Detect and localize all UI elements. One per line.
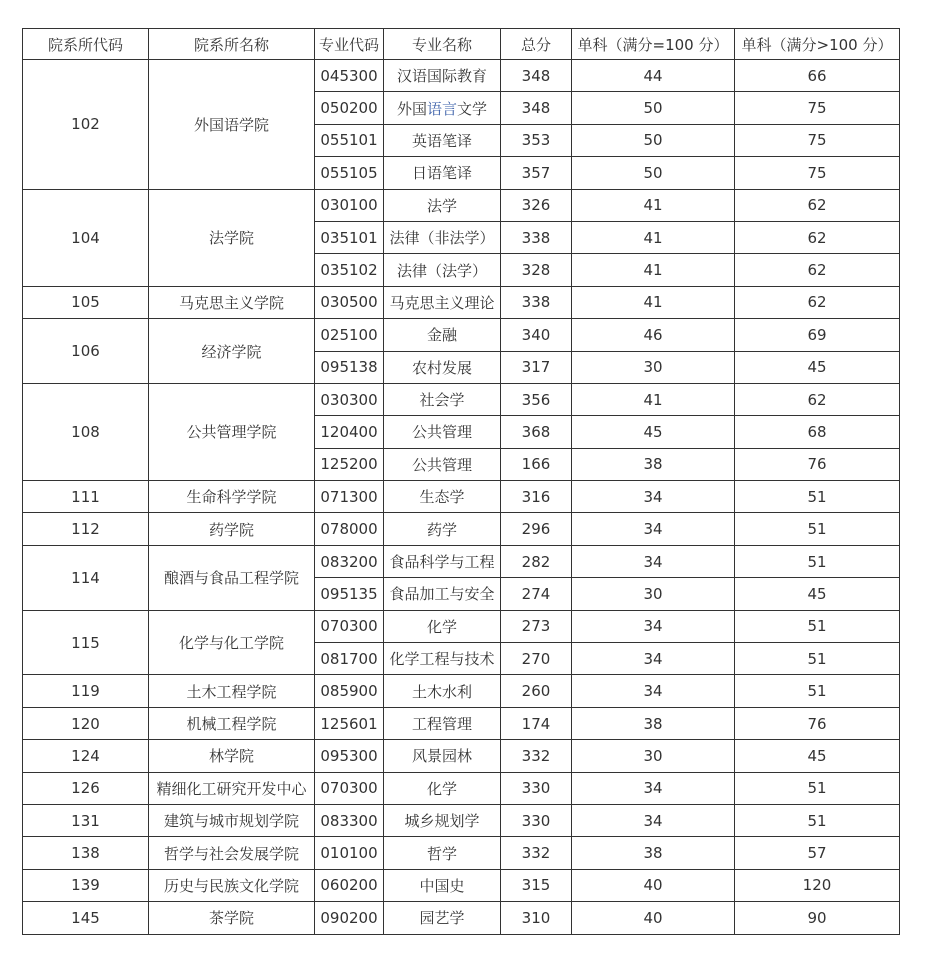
dept-code-cell: 139 bbox=[23, 869, 149, 901]
dept-name-cell: 公共管理学院 bbox=[149, 383, 315, 480]
single-gt100-cell: 51 bbox=[735, 675, 900, 707]
dept-code-cell: 112 bbox=[23, 513, 149, 545]
single-100-cell: 38 bbox=[572, 837, 735, 869]
dept-name-cell: 马克思主义学院 bbox=[149, 286, 315, 318]
total-score-cell: 260 bbox=[501, 675, 572, 707]
major-name-suffix: 文学 bbox=[457, 99, 488, 118]
total-score-cell: 270 bbox=[501, 643, 572, 675]
single-gt100-cell: 51 bbox=[735, 513, 900, 545]
single-gt100-cell: 45 bbox=[735, 578, 900, 610]
table-row bbox=[23, 383, 900, 415]
total-score-cell: 174 bbox=[501, 707, 572, 739]
total-score-cell: 338 bbox=[501, 286, 572, 318]
major-name-cell: 化学 bbox=[384, 610, 501, 642]
total-score-cell: 296 bbox=[501, 513, 572, 545]
single-gt100-cell: 75 bbox=[735, 157, 900, 189]
single-gt100-cell: 62 bbox=[735, 254, 900, 286]
major-name-cell: 公共管理 bbox=[384, 416, 501, 448]
major-name-prefix: 外国 bbox=[396, 99, 427, 118]
major-code-cell: 035102 bbox=[315, 254, 384, 286]
single-gt100-cell: 75 bbox=[735, 92, 900, 124]
major-code-cell: 030500 bbox=[315, 286, 384, 318]
dept-name-cell: 哲学与社会发展学院 bbox=[149, 837, 315, 869]
major-code-cell: 035101 bbox=[315, 221, 384, 253]
single-100-cell: 34 bbox=[572, 804, 735, 836]
single-100-cell: 50 bbox=[572, 124, 735, 156]
single-gt100-cell: 51 bbox=[735, 772, 900, 804]
total-score-cell: 340 bbox=[501, 319, 572, 351]
dept-name-cell: 生命科学学院 bbox=[149, 481, 315, 513]
major-name-cell: 风景园林 bbox=[384, 740, 501, 772]
major-code-cell: 085900 bbox=[315, 675, 384, 707]
dept-code-cell: 102 bbox=[23, 60, 149, 190]
single-100-cell: 41 bbox=[572, 286, 735, 318]
dept-name-cell: 化学与化工学院 bbox=[149, 610, 315, 675]
dept-name-cell: 建筑与城市规划学院 bbox=[149, 804, 315, 836]
dept-name-cell: 机械工程学院 bbox=[149, 707, 315, 739]
single-100-cell: 34 bbox=[572, 675, 735, 707]
header-dept-name: 院系所名称 bbox=[149, 29, 315, 60]
total-score-cell: 328 bbox=[501, 254, 572, 286]
major-code-cell: 060200 bbox=[315, 869, 384, 901]
major-name-cell: 法律（非法学） bbox=[384, 221, 501, 253]
total-score-cell: 348 bbox=[501, 60, 572, 92]
header-single-100: 单科（满分=100 分） bbox=[572, 29, 735, 60]
single-gt100-cell: 62 bbox=[735, 221, 900, 253]
score-table-container bbox=[22, 28, 900, 935]
table-row bbox=[23, 513, 900, 545]
major-code-cell: 070300 bbox=[315, 772, 384, 804]
single-gt100-cell: 120 bbox=[735, 869, 900, 901]
single-100-cell: 44 bbox=[572, 60, 735, 92]
dept-code-cell: 105 bbox=[23, 286, 149, 318]
single-gt100-cell: 45 bbox=[735, 740, 900, 772]
single-100-cell: 34 bbox=[572, 513, 735, 545]
single-gt100-cell: 75 bbox=[735, 124, 900, 156]
major-code-cell: 081700 bbox=[315, 643, 384, 675]
dept-code-cell: 124 bbox=[23, 740, 149, 772]
dept-code-cell: 145 bbox=[23, 902, 149, 934]
single-100-cell: 30 bbox=[572, 351, 735, 383]
major-code-cell: 030100 bbox=[315, 189, 384, 221]
single-gt100-cell: 51 bbox=[735, 481, 900, 513]
header-major-code: 专业代码 bbox=[315, 29, 384, 60]
single-gt100-cell: 51 bbox=[735, 545, 900, 577]
total-score-cell: 326 bbox=[501, 189, 572, 221]
major-code-cell: 083300 bbox=[315, 804, 384, 836]
major-code-cell: 090200 bbox=[315, 902, 384, 934]
dept-code-cell: 131 bbox=[23, 804, 149, 836]
single-100-cell: 41 bbox=[572, 383, 735, 415]
major-code-cell: 070300 bbox=[315, 610, 384, 642]
major-code-cell: 071300 bbox=[315, 481, 384, 513]
single-gt100-cell: 51 bbox=[735, 804, 900, 836]
major-code-cell: 120400 bbox=[315, 416, 384, 448]
major-name-cell: 公共管理 bbox=[384, 448, 501, 480]
table-row bbox=[23, 189, 900, 221]
single-100-cell: 41 bbox=[572, 254, 735, 286]
total-score-cell: 330 bbox=[501, 804, 572, 836]
single-gt100-cell: 68 bbox=[735, 416, 900, 448]
table-row bbox=[23, 319, 900, 351]
table-row bbox=[23, 286, 900, 318]
dept-name-cell: 林学院 bbox=[149, 740, 315, 772]
single-gt100-cell: 62 bbox=[735, 286, 900, 318]
dept-code-cell: 120 bbox=[23, 707, 149, 739]
table-row bbox=[23, 902, 900, 934]
major-name-cell: 金融 bbox=[384, 319, 501, 351]
dept-name-cell: 经济学院 bbox=[149, 319, 315, 384]
header-major-name: 专业名称 bbox=[384, 29, 501, 60]
single-100-cell: 30 bbox=[572, 578, 735, 610]
major-name-cell bbox=[384, 92, 501, 124]
total-score-cell: 357 bbox=[501, 157, 572, 189]
major-code-cell: 078000 bbox=[315, 513, 384, 545]
single-gt100-cell: 90 bbox=[735, 902, 900, 934]
major-name-cell: 化学 bbox=[384, 772, 501, 804]
major-code-cell: 125601 bbox=[315, 707, 384, 739]
single-gt100-cell: 76 bbox=[735, 707, 900, 739]
total-score-cell: 356 bbox=[501, 383, 572, 415]
single-100-cell: 38 bbox=[572, 448, 735, 480]
single-100-cell: 41 bbox=[572, 189, 735, 221]
total-score-cell: 282 bbox=[501, 545, 572, 577]
major-code-cell: 025100 bbox=[315, 319, 384, 351]
total-score-cell: 348 bbox=[501, 92, 572, 124]
dept-code-cell: 111 bbox=[23, 481, 149, 513]
single-100-cell: 34 bbox=[572, 643, 735, 675]
major-name-cell: 工程管理 bbox=[384, 707, 501, 739]
single-gt100-cell: 45 bbox=[735, 351, 900, 383]
total-score-cell: 330 bbox=[501, 772, 572, 804]
table-row bbox=[23, 772, 900, 804]
table-row bbox=[23, 707, 900, 739]
single-100-cell: 38 bbox=[572, 707, 735, 739]
single-100-cell: 34 bbox=[572, 481, 735, 513]
score-table bbox=[22, 28, 900, 935]
single-gt100-cell: 66 bbox=[735, 60, 900, 92]
table-row bbox=[23, 610, 900, 642]
dept-name-cell: 酿酒与食品工程学院 bbox=[149, 545, 315, 610]
table-row bbox=[23, 869, 900, 901]
major-name-cell: 生态学 bbox=[384, 481, 501, 513]
dept-code-cell: 119 bbox=[23, 675, 149, 707]
header-single-gt100: 单科（满分>100 分） bbox=[735, 29, 900, 60]
major-name-link[interactable]: 语言 bbox=[426, 99, 457, 118]
dept-code-cell: 114 bbox=[23, 545, 149, 610]
major-name-cell: 农村发展 bbox=[384, 351, 501, 383]
single-100-cell: 50 bbox=[572, 157, 735, 189]
major-name-cell: 化学工程与技术 bbox=[384, 643, 501, 675]
single-gt100-cell: 62 bbox=[735, 189, 900, 221]
major-name-cell: 英语笔译 bbox=[384, 124, 501, 156]
major-code-cell: 095138 bbox=[315, 351, 384, 383]
major-name-cell: 汉语国际教育 bbox=[384, 60, 501, 92]
major-name-cell: 马克思主义理论 bbox=[384, 286, 501, 318]
table-row bbox=[23, 545, 900, 577]
major-name-cell: 城乡规划学 bbox=[384, 804, 501, 836]
single-100-cell: 34 bbox=[572, 772, 735, 804]
total-score-cell: 273 bbox=[501, 610, 572, 642]
major-name-cell: 园艺学 bbox=[384, 902, 501, 934]
total-score-cell: 316 bbox=[501, 481, 572, 513]
single-100-cell: 46 bbox=[572, 319, 735, 351]
major-name-cell: 社会学 bbox=[384, 383, 501, 415]
total-score-cell: 310 bbox=[501, 902, 572, 934]
major-code-cell: 095300 bbox=[315, 740, 384, 772]
total-score-cell: 274 bbox=[501, 578, 572, 610]
dept-name-cell: 历史与民族文化学院 bbox=[149, 869, 315, 901]
major-code-cell: 055105 bbox=[315, 157, 384, 189]
dept-code-cell: 106 bbox=[23, 319, 149, 384]
dept-name-cell: 外国语学院 bbox=[149, 60, 315, 190]
major-code-cell: 095135 bbox=[315, 578, 384, 610]
single-gt100-cell: 76 bbox=[735, 448, 900, 480]
dept-code-cell: 108 bbox=[23, 383, 149, 480]
dept-code-cell: 115 bbox=[23, 610, 149, 675]
major-code-cell: 055101 bbox=[315, 124, 384, 156]
total-score-cell: 338 bbox=[501, 221, 572, 253]
total-score-cell: 317 bbox=[501, 351, 572, 383]
single-gt100-cell: 57 bbox=[735, 837, 900, 869]
table-row bbox=[23, 804, 900, 836]
table-row bbox=[23, 60, 900, 92]
total-score-cell: 166 bbox=[501, 448, 572, 480]
major-code-cell: 010100 bbox=[315, 837, 384, 869]
dept-name-cell: 土木工程学院 bbox=[149, 675, 315, 707]
major-name-cell: 日语笔译 bbox=[384, 157, 501, 189]
header-total: 总分 bbox=[501, 29, 572, 60]
total-score-cell: 332 bbox=[501, 740, 572, 772]
major-name-cell: 法律（法学） bbox=[384, 254, 501, 286]
dept-code-cell: 104 bbox=[23, 189, 149, 286]
major-name-cell: 药学 bbox=[384, 513, 501, 545]
table-row bbox=[23, 837, 900, 869]
major-code-cell: 125200 bbox=[315, 448, 384, 480]
table-row bbox=[23, 675, 900, 707]
header-dept-code: 院系所代码 bbox=[23, 29, 149, 60]
dept-name-cell: 药学院 bbox=[149, 513, 315, 545]
dept-code-cell: 126 bbox=[23, 772, 149, 804]
single-100-cell: 41 bbox=[572, 221, 735, 253]
single-gt100-cell: 51 bbox=[735, 643, 900, 675]
total-score-cell: 332 bbox=[501, 837, 572, 869]
single-100-cell: 50 bbox=[572, 92, 735, 124]
table-row bbox=[23, 481, 900, 513]
major-name-cell: 食品科学与工程 bbox=[384, 545, 501, 577]
single-100-cell: 34 bbox=[572, 610, 735, 642]
major-code-cell: 083200 bbox=[315, 545, 384, 577]
dept-name-cell: 法学院 bbox=[149, 189, 315, 286]
single-gt100-cell: 51 bbox=[735, 610, 900, 642]
major-name-cell: 土木水利 bbox=[384, 675, 501, 707]
dept-code-cell: 138 bbox=[23, 837, 149, 869]
dept-name-cell: 茶学院 bbox=[149, 902, 315, 934]
total-score-cell: 315 bbox=[501, 869, 572, 901]
major-code-cell: 030300 bbox=[315, 383, 384, 415]
dept-name-cell: 精细化工研究开发中心 bbox=[149, 772, 315, 804]
single-100-cell: 40 bbox=[572, 869, 735, 901]
single-100-cell: 34 bbox=[572, 545, 735, 577]
table-row bbox=[23, 740, 900, 772]
single-gt100-cell: 69 bbox=[735, 319, 900, 351]
single-100-cell: 40 bbox=[572, 902, 735, 934]
single-gt100-cell: 62 bbox=[735, 383, 900, 415]
major-name-cell: 食品加工与安全 bbox=[384, 578, 501, 610]
total-score-cell: 353 bbox=[501, 124, 572, 156]
major-code-cell: 045300 bbox=[315, 60, 384, 92]
single-100-cell: 30 bbox=[572, 740, 735, 772]
major-name-cell: 法学 bbox=[384, 189, 501, 221]
major-name-cell: 中国史 bbox=[384, 869, 501, 901]
total-score-cell: 368 bbox=[501, 416, 572, 448]
major-name-cell: 哲学 bbox=[384, 837, 501, 869]
single-100-cell: 45 bbox=[572, 416, 735, 448]
major-code-cell: 050200 bbox=[315, 92, 384, 124]
header-row bbox=[23, 29, 900, 60]
